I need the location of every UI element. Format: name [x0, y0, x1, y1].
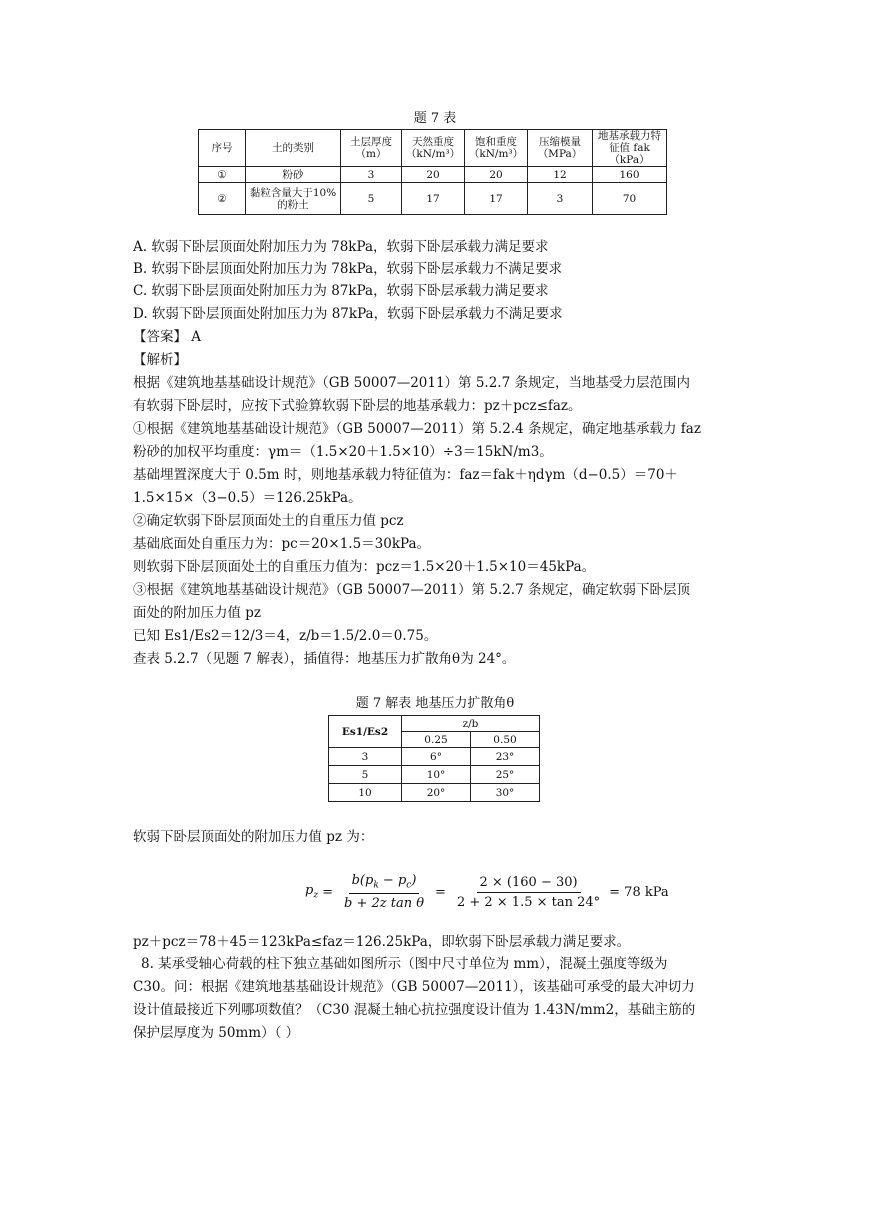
option-d: D. 软弱下卧层顶面处附加压力为 87kPa，软弱下卧层承载力不满足要求 — [133, 306, 563, 322]
paragraph-line: ③根据《建筑地基基础设计规范》（GB 50007—2011）第 5.2.7 条规定，确定软弱下卧层顶 — [133, 582, 690, 598]
table-cell: 3 — [329, 748, 402, 766]
table-cell: 20° — [402, 784, 471, 802]
paragraph-line: 则软弱下卧层顶面处土的自重压力值为：pcz＝1.5×20＋1.5×10＝45kPa。 — [133, 559, 596, 575]
paragraph-line: 粉砂的加权平均重度：γm＝（1.5×20＋1.5×10）÷3＝15kN/m3。 — [133, 444, 553, 460]
paragraph-line: 已知 Es1/Es2＝12/3＝4，z/b＝1.5/2.0＝0.75。 — [133, 628, 438, 644]
table-cell: 10 — [329, 784, 402, 802]
table-header-cell: 天然重度（kN/m³） — [402, 130, 465, 167]
option-b: B. 软弱下卧层顶面处附加压力为 78kPa，软弱下卧层承载力不满足要求 — [133, 261, 563, 277]
table-header-cell: Es1/Es2 — [329, 716, 402, 748]
table-cell: 6° — [402, 748, 471, 766]
formula-result: = 78 kPa — [609, 884, 669, 900]
formula-fraction-1: $\frac{b(p_k - p_c)}{\text{b + 2z tan θ}}$ — [343, 873, 425, 911]
table-header-row — [329, 716, 540, 732]
table-cell: 粉砂 — [246, 167, 341, 183]
answer-line: 【答案】 A — [133, 329, 202, 345]
table7b — [328, 715, 540, 802]
table-cell: 5 — [329, 766, 402, 784]
table-row — [329, 784, 540, 802]
table-cell: 12 — [528, 167, 593, 183]
question-8-line: 保护层厚度为 50mm）（ ） — [133, 1025, 300, 1041]
table-header-cell: z/b — [402, 716, 540, 732]
formula-intro: 软弱下卧层顶面处的附加压力值 pz 为： — [133, 829, 374, 845]
question-8-line: 8. 某承受轴心荷载的柱下独立基础如图所示（图中尺寸单位为 mm），混凝土强度等级为 — [141, 956, 668, 972]
table-header-row — [199, 130, 667, 167]
table-header-cell: 0.50 — [471, 732, 540, 748]
paragraph-line: 面处的附加压力值 pz — [133, 605, 262, 621]
question-8-line: 设计值最接近下列哪项数值？（C30 混凝土轴心抗拉强度设计值为 1.43N/mm2，基础主筋的 — [133, 1002, 696, 1018]
paragraph-line: 根据《建筑地基基础设计规范》（GB 50007—2011）第 5.2.7 条规定，当地基受力层范围内 — [133, 375, 690, 391]
table-cell: 3 — [341, 167, 402, 183]
table7b-caption: 题 7 解表 地基压力扩散角θ — [355, 696, 515, 711]
table-header-cell: 序号 — [199, 130, 246, 167]
option-c: C. 软弱下卧层顶面处附加压力为 87kPa，软弱下卧层承载力满足要求 — [133, 283, 549, 299]
table-cell: 17 — [402, 183, 465, 215]
table-cell: 17 — [465, 183, 528, 215]
table-cell: 70 — [593, 183, 667, 215]
table-cell: 20 — [402, 167, 465, 183]
question-8-line: C30。问：根据《建筑地基基础设计规范》（GB 50007—2011），该基础可承受的最大冲切力 — [133, 979, 695, 995]
table-row — [329, 766, 540, 784]
table-header-cell: 地基承载力特征值 fak（kPa） — [593, 130, 667, 167]
table-row — [199, 183, 667, 215]
table-cell: 23° — [471, 748, 540, 766]
formula-fraction-2: $\frac{2 \times (160 - 30)}{2 + 2 \times 1.5 \times \tan 24^\circ}$ — [456, 874, 601, 910]
table7-caption: 题 7 表 — [413, 111, 457, 126]
table-header-cell: 土层厚度（m） — [341, 130, 402, 167]
table-cell: 3 — [528, 183, 593, 215]
table-cell: 25° — [471, 766, 540, 784]
table-cell: ② — [199, 183, 246, 215]
paragraph-line: 查表 5.2.7（见题 7 解表），插值得：地基压力扩散角θ为 24°。 — [133, 651, 516, 667]
conclusion-line: pz＋pcz＝78＋45＝123kPa≤faz＝126.25kPa，即软弱下卧层承载力满足要求。 — [133, 934, 631, 950]
table-cell: 20 — [465, 167, 528, 183]
paragraph-line: 有软弱下卧层时，应按下式验算软弱下卧层的地基承载力：pz＋pcz≤faz。 — [133, 398, 582, 414]
formula-lhs: $p_z$ — [305, 883, 319, 901]
table-cell: 黏粒含量大于10%的粉土 — [246, 183, 341, 215]
analysis-title: 【解析】 — [133, 352, 187, 368]
table-cell: 160 — [593, 167, 667, 183]
paragraph-line: 1.5×15×（3−0.5）＝126.25kPa。 — [133, 490, 362, 506]
paragraph-line: 基础底面处自重压力为：pc＝20×1.5＝30kPa。 — [133, 536, 431, 552]
option-a: A. 软弱下卧层顶面处附加压力为 78kPa，软弱下卧层承载力满足要求 — [133, 239, 549, 255]
table-cell: 10° — [402, 766, 471, 784]
table-header-cell: 土的类别 — [246, 130, 341, 167]
table-cell: 30° — [471, 784, 540, 802]
table-cell: ① — [199, 167, 246, 183]
table7 — [198, 129, 667, 215]
table-header-cell: 饱和重度（kN/m³） — [465, 130, 528, 167]
paragraph-line: ①根据《建筑地基基础设计规范》（GB 50007—2011）第 5.2.4 条规定，确定地基承载力 faz — [133, 421, 701, 437]
table-header-cell: 压缩模量（MPa） — [528, 130, 593, 167]
paragraph-line: 基础埋置深度大于 0.5m 时，则地基承载力特征值为：faz＝fak＋ηdγm（d−0.5）＝70＋ — [133, 467, 678, 483]
table-cell: 5 — [341, 183, 402, 215]
pressure-formula: $p_z$ = $\frac{b(p_k - p_c)}{\text{b + 2z tan θ}}$ = $\frac{2 \times (160 - 30)}{2 + 2 \times 1.5 \times \tan 24^\circ}$ = 78 kPa — [305, 873, 669, 911]
table-header-cell: 0.25 — [402, 732, 471, 748]
paragraph-line: ②确定软弱下卧层顶面处土的自重压力值 pcz — [133, 513, 404, 529]
table-row — [199, 167, 667, 183]
table-row — [329, 748, 540, 766]
